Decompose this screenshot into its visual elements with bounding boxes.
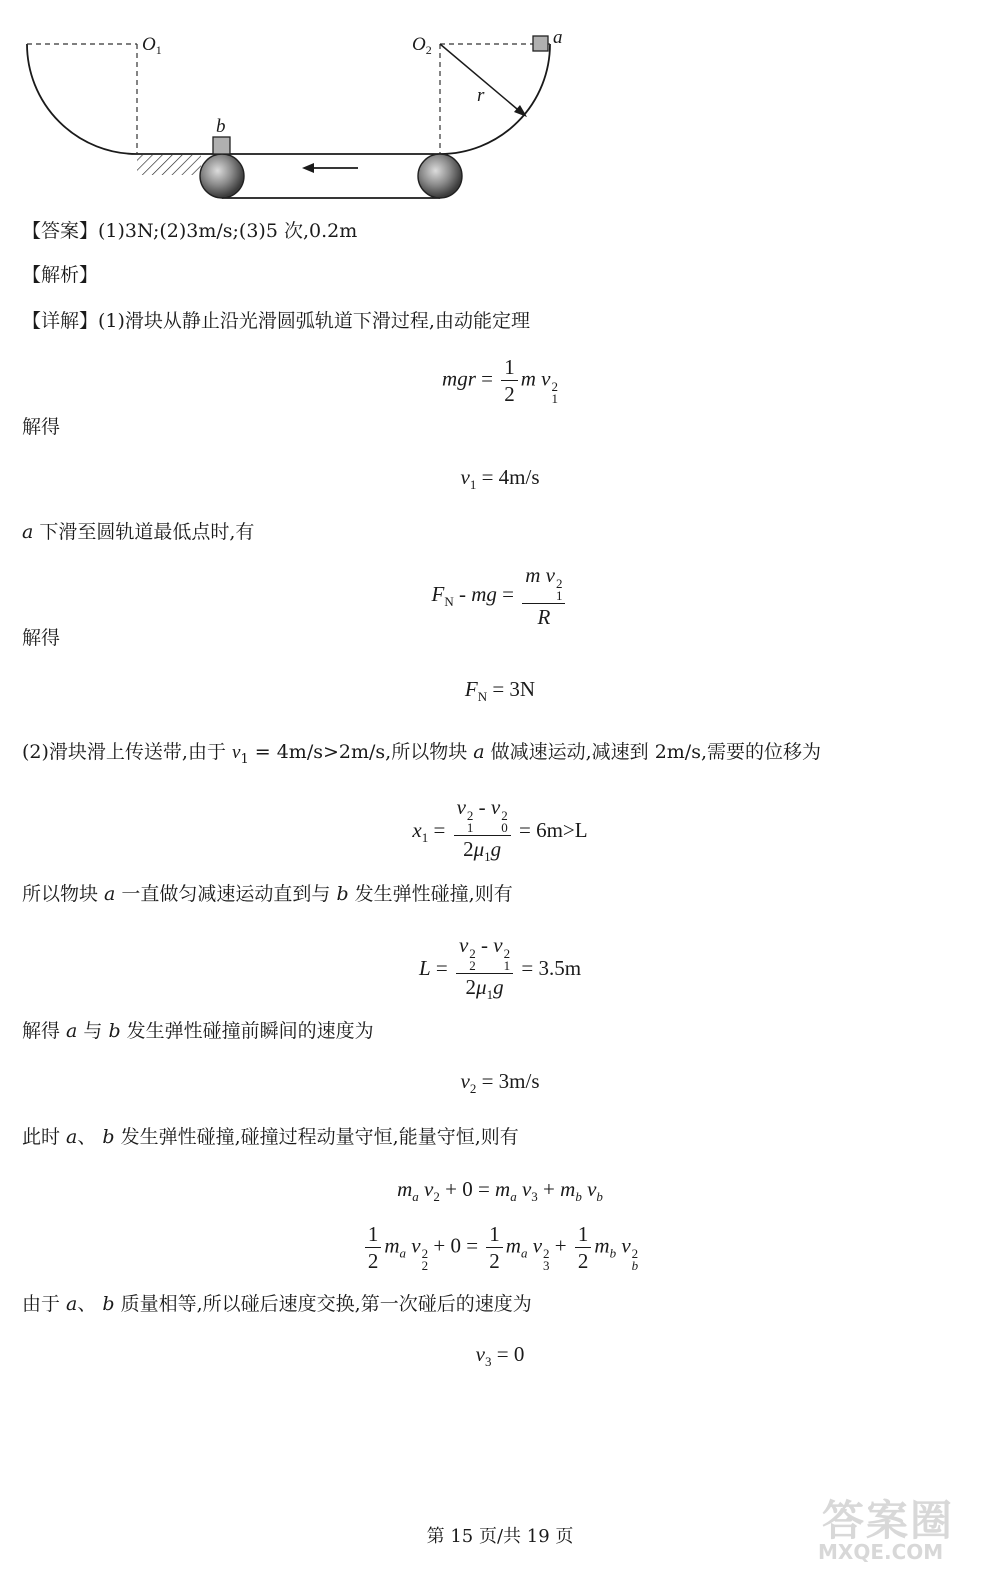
equal-mass-line: 由于 a、 b 质量相等,所以碰后速度交换,第一次碰后的速度为 — [22, 1293, 532, 1315]
part2-line: (2)滑块滑上传送带,由于 $v_1 = 4m/s>2m/s$,所以物块 a 做减速运动,减速到 2m/s,需要的位移为 — [22, 741, 821, 767]
physics-diagram — [0, 0, 1000, 215]
ground-hatch — [137, 155, 201, 175]
watermark-logo-text: 答案圈 — [822, 1496, 955, 1545]
before-collision-line: 解得 a 与 b 发生弹性碰撞前瞬间的速度为 — [22, 1020, 374, 1042]
equation-v1: $v_1 = 4m/s$ — [460, 465, 540, 492]
block-a — [533, 36, 548, 51]
equation-kinetic-energy: $\frac{1}{2}$ $m_a$ v 2 2 + 0 = $\frac{1}{2}$ $m_a$ v 2 3 + $\frac{1}{2}$ $m_b$ v 2 b — [0, 1222, 1000, 1273]
left-roller — [200, 154, 244, 198]
radius-arrowhead — [514, 105, 527, 117]
answer-line: 【答案】(1)3N;(2)3m/s;(3)5 次,0.2m — [22, 220, 358, 242]
detail-line: 【详解】(1)滑块从静止沿光滑圆弧轨道下滑过程,由动能定理 — [22, 310, 530, 332]
elastic-collision-line: 此时 a、 b 发生弹性碰撞,碰撞过程动量守恒,能量守恒,则有 — [22, 1126, 519, 1148]
equation-normal-force: $F_N$ - mg = m v 2 1 R — [0, 563, 1000, 629]
left-arc-track — [27, 44, 137, 154]
lowest-point-line: a 下滑至圆轨道最低点时,有 — [22, 521, 255, 543]
right-roller — [418, 154, 462, 198]
equation-momentum: $m_a$ $v_2 + 0 = m_a$ $v_3 + m_b$ $v_b$ — [397, 1177, 603, 1204]
watermark-url: MXQE.COM — [818, 1540, 944, 1564]
label-a: a — [553, 27, 563, 48]
block-b — [213, 137, 230, 154]
solve-label-2: 解得 — [22, 627, 61, 649]
equation-energy: mgr = $\frac{1}{2}$ m v 2 1 — [442, 355, 558, 407]
equation-v2: $v_2 = 3m/s$ — [460, 1069, 540, 1096]
equation-v3: $v_3 = 0$ — [475, 1342, 525, 1369]
analysis-header: 【解析】 — [22, 264, 99, 286]
label-o1: $O_1$ — [142, 34, 162, 57]
label-r: r — [477, 85, 485, 106]
equation-x1: $x_1$ = v 2 1 - v 2 0 $2\mu_1g$ = 6m>L — [412, 795, 588, 864]
solve-label: 解得 — [22, 416, 61, 438]
equation-l: L = v 2 2 - v 2 1 $2\mu_1g$ = 3.5m — [418, 933, 582, 1002]
label-b: b — [216, 116, 226, 137]
page-footer: 第 15 页/共 19 页 — [426, 1526, 574, 1547]
right-arc-track — [440, 44, 550, 154]
equation-fn: $F_N = 3N$ — [464, 677, 536, 704]
uniform-decel-line: 所以物块 a 一直做匀减速运动直到与 b 发生弹性碰撞,则有 — [22, 883, 513, 905]
label-o2: $O_2$ — [412, 34, 432, 57]
